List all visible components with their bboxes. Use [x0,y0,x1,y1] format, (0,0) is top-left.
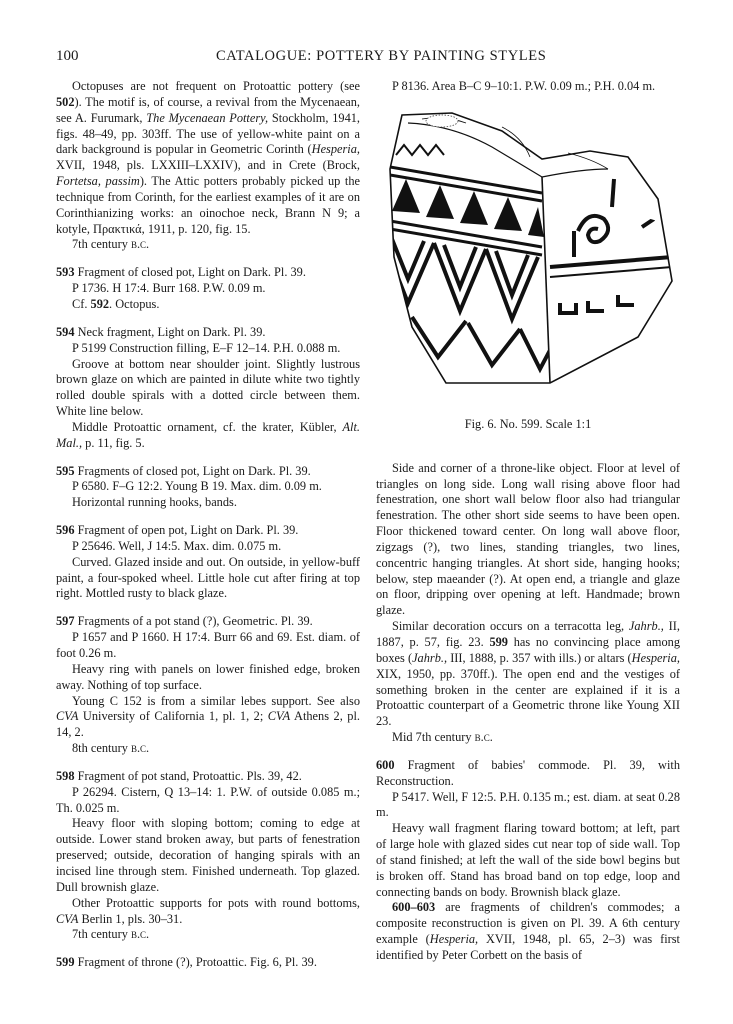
entry-596-description: Curved. Glazed inside and out. On outside, in yellow-buff paint, a four-spoked wheel. Little hole cut after firing at top right. Mottled rusty to black glaze. [56,554,360,601]
entry-599-title: 599 Fragment of throne (?), Protoattic. Fig. 6, Pl. 39. [56,955,317,970]
figure-caption: Fig. 6. No. 599. Scale 1:1 [464,416,592,431]
entry-595-description: Horizontal running hooks, bands. [72,495,237,510]
catalogue-ref: 502 [56,94,75,109]
figure-6 [376,107,680,417]
entry-599-inventory: P 8136. Area B–C 9–10:1. P.W. 0.09 m.; P.H. 0.04 m. [392,79,656,93]
entry-597-inventory: P 1657 and P 1660. H 17:4. Burr 66 and 69. Est. diam. of foot 0.26 m. [56,630,360,660]
entry-596-title: 596 Fragment of open pot, Light on Dark. Pl. 39. [56,523,299,538]
entry-599-description: Side and corner of a throne-like object. Floor at level of triangles on long side. Long wall rising above floor had fenestration, one short wall below floor also had triangular fenestration. The other short side seems to have been open. Floor thickened toward center. On long wall above floor, zigzags (?), two lines, standing triangles, two lines, concentric hanging triangles. At short side, hanging hooks; below, step maeander (?). At open end, a triangle and glaze on floor, dripping over opening at left. Handmade; brown glaze. [376,460,680,618]
throne-fragment-drawing [382,107,674,385]
page-header [56,48,680,68]
entry-597-title: 597 Fragments of a pot stand (?), Geometric. Pl. 39. [56,614,313,629]
entry-597-description: Heavy ring with panels on lower finished edge, broken away. Nothing of top surface. [56,661,360,692]
entry-number: 595 [56,463,75,478]
date-line: 8th century b.c. [72,741,150,756]
entry-600-inventory: P 5417. Well, F 12:5. P.H. 0.135 m.; est. diam. at seat 0.28 m. [376,789,680,820]
date-line: 7th century b.c. [72,237,150,252]
entry-594-comparanda: Middle Protoattic ornament, cf. the krater, Kübler, Alt. Mal., p. 11, fig. 5. [56,419,360,450]
entry-593-inventory: P 1736. H 17:4. Burr 168. P.W. 0.09 m. [72,281,266,296]
entry-number: 596 [56,523,75,538]
entry-594-title: 594 Neck fragment, Light on Dark. Pl. 39. [56,324,266,339]
date-line: 7th century b.c. [72,927,150,942]
entry-595-inventory: P 6580. F–G 12:2. Young B 19. Max. dim. 0.09 m. [72,479,322,494]
commodes-note: 600–603 are fragments of children's commodes; a composite reconstruction is given on Pl. 39. A 6th century example (Hesperia, XVII, 1948, pl. 65, 2–3) was first identified by Peter Corbett on the basis of [376,900,680,962]
running-title: CATALOGUE: POTTERY BY PAINTING STYLES [216,48,547,64]
intro-paragraph: Octopuses are not frequent on Protoattic pottery (see 502). The motif is, of course, a revival from the Mycenaean, see A. Furumark, The Mycenaean Pottery, Stockholm, 1941, figs. 48–49, pp. 303ff. The use of yellow-white paint on a dark background is popular in Geometric Corinth (Hesperia, XVII, 1948, pls. LXXIII–LXXIV), and in Crete (Brock, Fortetsa, passim). The Attic potters probably picked up the technique from Corinth, for the earliest examples of it are on Corinthianizing works: an oinochoe neck, Brann N 9; a kotyle, Πρακτικά, 1911, p. 120, fig. 15. [56,79,361,236]
entry-594-description: Groove at bottom near shoulder joint. Slightly lustrous brown glaze on which are painted in dilute white two tightly rolled double spirals with a dotted circle between them. White line below. [56,356,360,419]
entry-number: 597 [56,614,75,629]
entry-number: 599 [56,955,75,970]
entry-596-inventory: P 25646. Well, J 14:5. Max. dim. 0.075 m. [72,538,282,553]
entry-598-description: Heavy floor with sloping bottom; coming to edge at outside. Lower stand broken away, but parts of fenestration preserved; outside, decoration of hanging spirals with an incised line through stem. Finished underneath. Top glazed. Dull brownish glaze. [56,816,360,894]
entry-593-note: Cf. 592. Octopus. [72,296,160,311]
entry-number: 600 [376,757,395,772]
entry-number: 594 [56,324,75,339]
entry-598-inventory: P 26294. Cistern, Q 13–14: 1. P.W. of outside 0.085 m.; Th. 0.025 m. [56,784,360,815]
date-line: Mid 7th century b.c. [392,730,493,745]
left-column [56,79,360,971]
entry-number: 598 [56,768,75,783]
entry-593-title: 593 Fragment of closed pot, Light on Dark. Pl. 39. [56,265,306,280]
dotted-break [426,115,458,127]
entry-599-comparanda: Similar decoration occurs on a terracotta leg, Jahrb., II, 1887, p. 57, fig. 23. 599 has no convincing place among boxes (Jahrb., III, 1888, p. 357 with ills.) or altars (Hesperia, XIX, 1950, pp. 370ff.). The open end and the vestiges of something broken in the center are explained if it is a Protoattic counterpart of a Geometric throne like Young XII 23. [376,619,680,729]
entry-595-title: 595 Fragments of closed pot, Light on Dark. Pl. 39. [56,463,311,478]
entry-598-title: 598 Fragment of pot stand, Protoattic. Pls. 39, 42. [56,768,302,783]
page-number: 100 [56,48,79,64]
entry-600-title: 600 Fragment of babies' commode. Pl. 39, with Reconstruction. [376,757,680,788]
entry-594-inventory: P 5199 Construction filling, E–F 12–14. P.H. 0.088 m. [72,340,341,355]
entry-600-description: Heavy wall fragment flaring toward bottom; at left, part of large hole with glazed sides cut near top of side wall. Top of stand finished; at left the wall of the side bowl begins but is broken off. Stand has broad band on top edge, loop and connecting bands on body. Brownish black glaze. [376,821,680,899]
entry-598-comparanda: Other Protoattic supports for pots with round bottoms, CVA Berlin 1, pls. 30–31. [56,895,360,926]
entry-597-comparanda: Young C 152 is from a similar lebes support. See also CVA University of California 1, pl. 1, 2; CVA Athens 2, pl. 14, 2. [56,693,360,740]
right-column [376,79,680,964]
entry-number: 593 [56,265,75,280]
